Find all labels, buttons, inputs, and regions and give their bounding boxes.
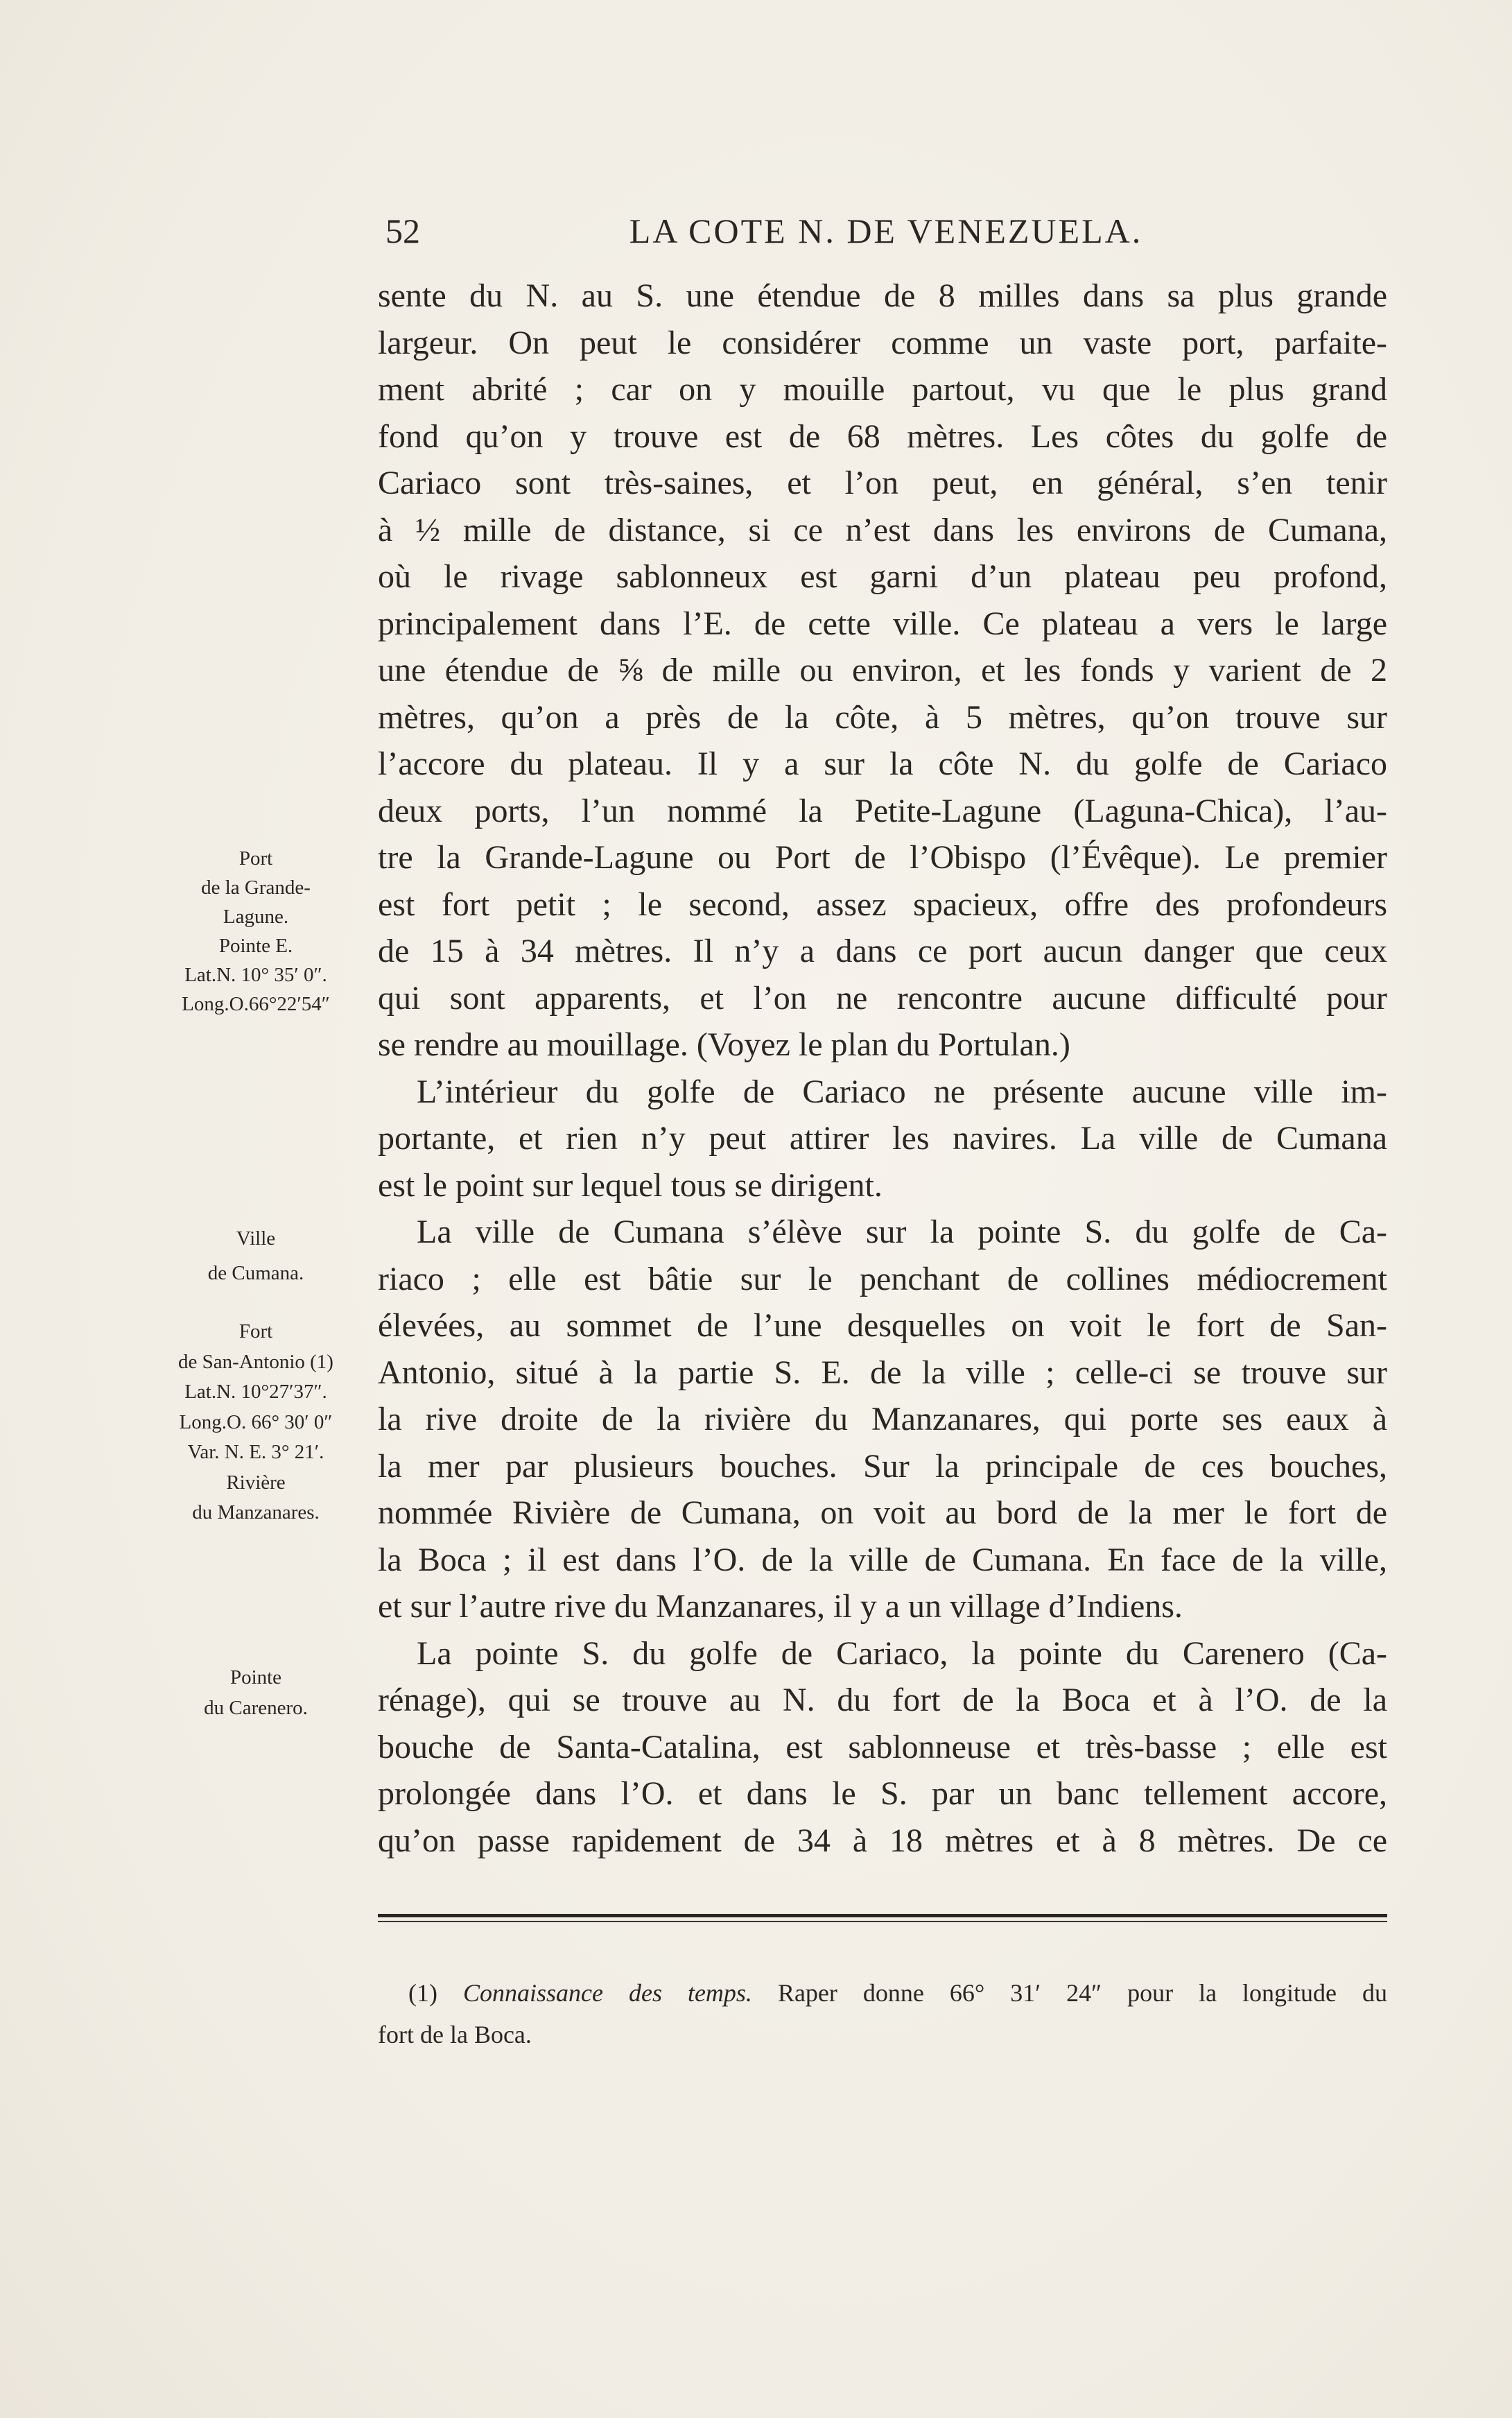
body-line: l’accore du plateau. Il y a sur la côte N. du golfe de Cariaco <box>378 745 1387 782</box>
body-line: la Boca ; il est dans l’O. de la ville de Cumana. En face de la ville, <box>378 1541 1387 1578</box>
body-line: sente du N. au S. une étendue de 8 milles dans sa plus grande <box>378 277 1387 314</box>
margin-note-line: Var. N. E. 3° 21′. <box>187 1441 324 1463</box>
margin-note-line: du Manzanares. <box>192 1501 320 1523</box>
margin-note-line: Ville <box>236 1227 276 1250</box>
body-line: de 15 à 34 mètres. Il n’y a dans ce port aucun danger que ceux <box>378 933 1387 969</box>
margin-note-line: Rivière <box>226 1471 286 1494</box>
margin-note-san-antonio <box>139 1317 373 1528</box>
margin-note-line: Port <box>238 847 273 870</box>
body-line: se rendre au mouillage. (Voyez le plan du Portulan.) <box>378 1026 1070 1063</box>
body-line: la rive droite de la rivière du Manzanares, qui porte ses eaux à <box>378 1401 1387 1437</box>
page-number: 52 <box>385 211 420 250</box>
margin-note-line: de Cumana. <box>207 1262 304 1284</box>
margin-note-line: Pointe E. <box>218 935 293 957</box>
footnote-text: Raper donne 66° 31′ 24″ pour la longitude du <box>777 1979 1387 2007</box>
paragraph <box>378 273 1387 1069</box>
footnote <box>378 1972 1387 2055</box>
body-line: portante, et rien n’y peut attirer les navires. La ville de Cumana <box>378 1120 1387 1157</box>
body-line: où le rivage sablonneux est garni d’un plateau peu profond, <box>378 558 1387 595</box>
body-line: Cariaco sont très-saines, et l’on peut, en général, s’en tenir <box>378 465 1387 501</box>
margin-note-line: Fort <box>238 1320 273 1342</box>
margin-note-line: Lat.N. 10°27′37″. <box>184 1381 327 1403</box>
body-line: et sur l’autre rive du Manzanares, il y a un village d’Indiens. <box>378 1588 1183 1625</box>
body-line: une étendue de ⅝ de mille ou environ, et les fonds y varient de 2 <box>378 652 1387 689</box>
body-line: à ½ mille de distance, si ce n’est dans les environs de Cumana, <box>378 511 1387 549</box>
paragraph <box>378 1209 1387 1630</box>
body-line: deux ports, l’un nommé la Petite-Lagune (Laguna-Chica), l’au- <box>378 792 1387 829</box>
body-line: élevées, au sommet de l’une desquelles on voit le fort de San- <box>378 1307 1387 1344</box>
margin-note-grande-lagune <box>139 844 373 1019</box>
margin-note-cumana <box>139 1221 373 1290</box>
body-line: La pointe S. du golfe de Cariaco, la pointe du Carenero (Ca- <box>417 1634 1387 1672</box>
paragraph <box>378 1630 1387 1865</box>
body-line: qu’on passe rapidement de 34 à 18 mètres et à 8 mètres. De ce <box>378 1822 1387 1859</box>
body-line: rénage), qui se trouve au N. du fort de la Boca et à l’O. de la <box>378 1682 1387 1718</box>
margin-note-line: Pointe <box>229 1666 282 1689</box>
body-line: est le point sur lequel tous se dirigent. <box>378 1166 883 1204</box>
body-line: bouche de Santa-Catalina, est sablonneuse et très-basse ; elle est <box>378 1728 1387 1765</box>
footnote-line: fort de la Boca. <box>378 2021 532 2048</box>
footnote-rule-thin <box>378 1921 1387 1922</box>
body-line: riaco ; elle est bâtie sur le penchant de collines médiocrement <box>378 1260 1387 1297</box>
body-text <box>378 273 1387 1864</box>
margin-note-line: Lagune. <box>223 906 289 928</box>
body-line: principalement dans l’E. de cette ville. Ce plateau a vers le large <box>378 605 1387 642</box>
body-line: prolongée dans l’O. et dans le S. par un banc tellement accore, <box>378 1775 1387 1812</box>
margin-note-line: Long.O. 66° 30′ 0″ <box>179 1410 333 1433</box>
body-line: la mer par plusieurs bouches. Sur la principale de ces bouches, <box>378 1447 1387 1485</box>
paragraph <box>378 1069 1387 1209</box>
body-line: qui sont apparents, et l’on ne rencontre aucune difficulté pour <box>378 979 1387 1017</box>
body-line: tre la Grande-Lagune ou Port de l’Obispo (l’Évêque). Le premier <box>378 839 1387 876</box>
margin-note-carenero <box>139 1662 373 1723</box>
footnote-line <box>378 1972 1387 2014</box>
footnote-source-title: Connaissance des temps. <box>462 1979 752 2007</box>
body-line: La ville de Cumana s’élève sur la pointe S. du golfe de Ca- <box>417 1214 1387 1250</box>
body-line: ment abrité ; car on y mouille partout, vu que le plus grand <box>378 371 1387 408</box>
margin-note-line: de la Grande- <box>201 876 311 899</box>
margin-note-line: du Carenero. <box>204 1697 308 1719</box>
margin-note-line: Lat.N. 10° 35′ 0″. <box>184 964 327 986</box>
body-line: nommée Rivière de Cumana, on voit au bord de la mer le fort de <box>378 1494 1387 1531</box>
margin-note-line: de San-Antonio (1) <box>178 1350 333 1373</box>
body-line: Antonio, situé à la partie S. E. de la ville ; celle-ci se trouve sur <box>378 1354 1387 1391</box>
body-line: L’intérieur du golfe de Cariaco ne présente aucune ville im- <box>417 1073 1387 1110</box>
body-line: fond qu’on y trouve est de 68 mètres. Les côtes du golfe de <box>378 417 1387 455</box>
body-line: est fort petit ; le second, assez spacieux, offre des profondeurs <box>378 886 1387 923</box>
running-title: LA COTE N. DE VENEZUELA. <box>629 211 1143 250</box>
body-line: mètres, qu’on a près de la côte, à 5 mètres, qu’on trouve sur <box>378 698 1387 736</box>
footnote-rule <box>378 1914 1387 1917</box>
body-line: largeur. On peut le considérer comme un vaste port, parfaite- <box>378 324 1387 361</box>
footnote-marker: (1) <box>408 1979 437 2007</box>
margin-note-line: Long.O.66°22′54″ <box>182 993 330 1015</box>
